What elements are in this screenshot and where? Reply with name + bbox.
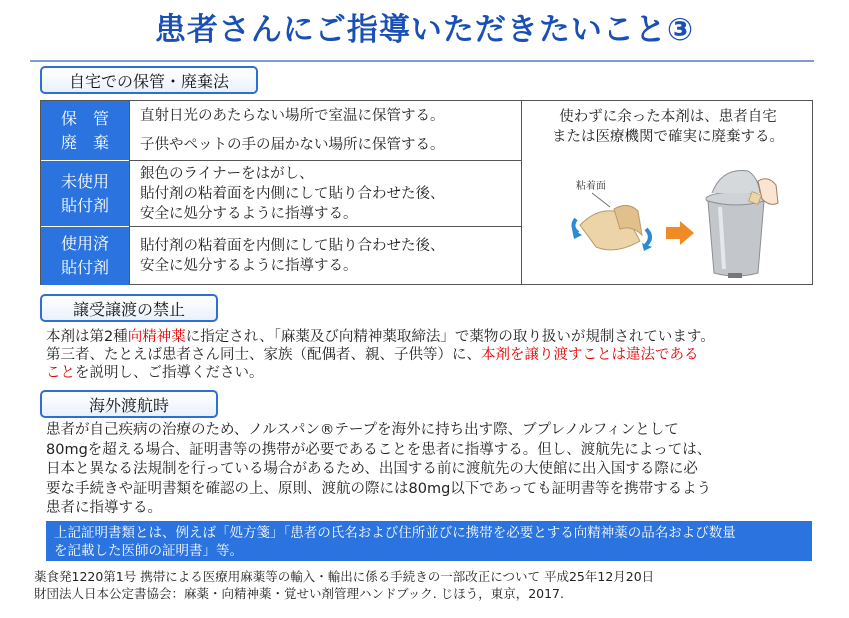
row-text-storage: 直射日光のあたらない場所で室温に保管する。 子供やペットの手の届かない場所に保管する。 xyxy=(129,101,521,161)
certificate-note-box: 上記証明書類とは、例えば「処方箋」「患者の氏名および住所並びに携帯を必要とする向精神薬の品名および数量 を記載した医師の証明書」等。 xyxy=(46,521,812,561)
section-label-overseas-travel: 海外渡航時 xyxy=(40,390,218,418)
transfer-ban-text: 本剤は第2種向精神薬に指定され、「麻薬及び向精神薬取締法」で薬物の取り扱いが規制されています。 第三者、たとえば患者さん同士、家族（配偶者、親、子供等）に、本剤を譲り渡すことは違法である ことを説明し、ご指導ください。 xyxy=(46,329,715,381)
row-header-used: 使用済 貼付剤 xyxy=(41,227,129,285)
patch-disposal-illustration xyxy=(562,163,782,283)
page-title: 患者さんにご指導いただきたいこと③ xyxy=(154,12,695,48)
section-label-home-storage: 自宅での保管・廃棄法 xyxy=(40,66,258,94)
row-text-used: 貼付剤の粘着面を内側にして貼り合わせた後、 安全に処分するように指導する。 xyxy=(129,227,521,285)
overseas-travel-text: 患者が自己疾病の治療のため、ノルスパン®テープを海外に持ち出す際、ブプレノルフィンとして 80mgを超える場合、証明書等の携帯が必要であることを患者に指導する。但し、渡航先によっては、 日本と異なる法規制を行っている場合があるため、出国する前に渡航先の大使館に出入国する際に必 要な手続きや証明書類を確認の上、原則、渡航の際には80mg以下であっても証明書等を携帯するよう 患者に指導する。 xyxy=(46,422,712,516)
references xyxy=(34,568,654,602)
section-label-transfer-ban: 譲受譲渡の禁止 xyxy=(40,294,218,322)
adhesive-side-label: 粘着面 xyxy=(576,181,606,192)
title-divider xyxy=(30,60,814,62)
storage-disposal-table xyxy=(40,100,813,285)
row-header-unused: 未使用 貼付剤 xyxy=(41,161,129,227)
disposal-note-cell xyxy=(521,101,813,285)
row-text-unused: 銀色のライナーをはがし、 貼付剤の粘着面を内側にして貼り合わせた後、 安全に処分するように指導する。 xyxy=(129,161,521,227)
disposal-note-text: 使わずに余った本剤は、患者自宅 または医療機関で確実に廃棄する。 xyxy=(552,109,784,145)
reference-item: 財団法人日本公定書協会：麻薬・向精神薬・覚せい剤管理ハンドブック. じほう，東京，2017. xyxy=(34,586,564,601)
reference-item: 薬食発1220第1号 携帯による医療用麻薬等の輸入・輸出に係る手続きの一部改正について 平成25年12月20日 xyxy=(34,569,655,584)
row-header-storage: 保 管 廃 棄 xyxy=(41,101,129,161)
